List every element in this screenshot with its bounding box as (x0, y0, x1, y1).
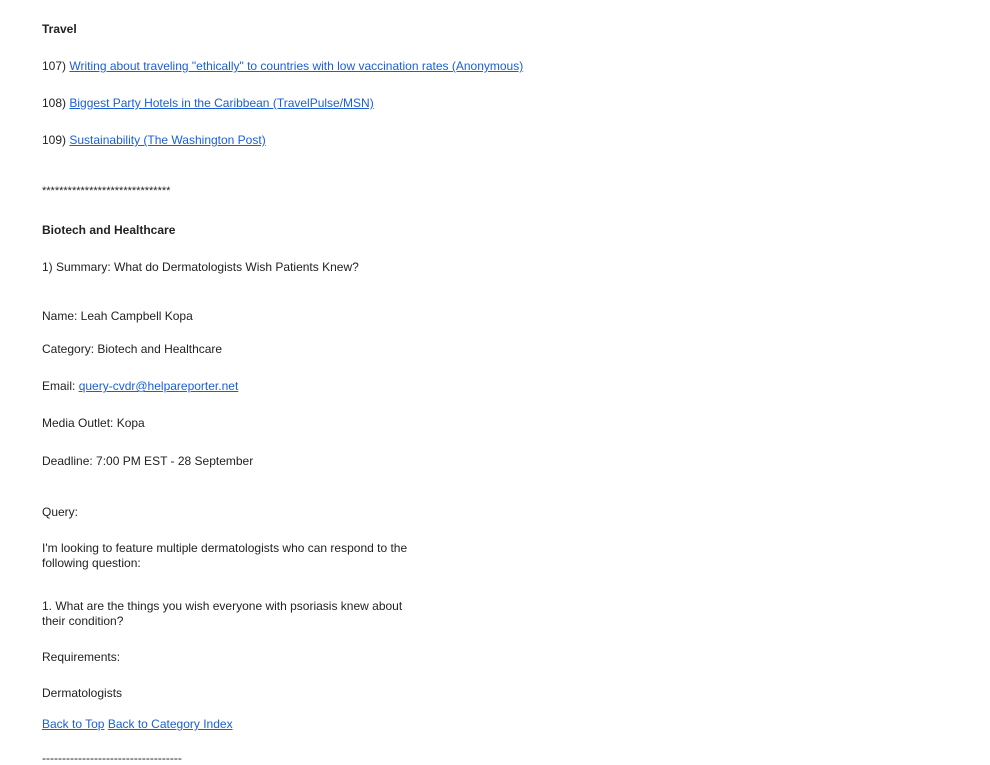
query-text: I'm looking to feature multiple dermatologists who can respond to the following question: (42, 541, 408, 570)
back-to-category-index-link[interactable]: Back to Category Index (107, 717, 233, 731)
requirements-value: Dermatologists (42, 686, 123, 700)
item-number: 108) (42, 96, 67, 110)
separator-stars: ****************************** (42, 185, 171, 197)
separator-dashes: ----------------------------------- (42, 751, 182, 765)
back-to-top-link[interactable]: Back to Top (42, 717, 105, 731)
item-number: 109) (42, 133, 67, 147)
list-item (42, 59, 523, 73)
email-link[interactable]: query-cvdr@helpareporter.net (78, 379, 239, 393)
requirements-label: Requirements: (42, 650, 121, 664)
query-label: Query: (42, 505, 79, 519)
deadline: Deadline: 7:00 PM EST - 28 September (42, 454, 254, 468)
reporter-name: Name: Leah Campbell Kopa (42, 309, 193, 323)
nav-links (42, 717, 233, 731)
email-label: Email: (42, 379, 79, 393)
list-item (42, 133, 266, 147)
query-category: Category: Biotech and Healthcare (42, 342, 223, 356)
query-summary: 1) Summary: What do Dermatologists Wish Patients Knew? (42, 260, 359, 274)
article-link[interactable]: Sustainability (The Washington Post) (69, 133, 266, 147)
media-outlet: Media Outlet: Kopa (42, 416, 145, 430)
article-link[interactable]: Writing about traveling "ethically" to countries with low vaccination rates (Anonymous) (69, 59, 524, 73)
item-number: 107) (42, 59, 67, 73)
article-link[interactable]: Biggest Party Hotels in the Caribbean (TravelPulse/MSN) (69, 96, 374, 110)
biotech-heading: Biotech and Healthcare (42, 223, 176, 237)
email-row (42, 379, 238, 393)
list-item (42, 96, 374, 110)
travel-heading: Travel (42, 22, 77, 36)
query-question: 1. What are the things you wish everyone with psoriasis knew about their condition? (42, 599, 403, 628)
